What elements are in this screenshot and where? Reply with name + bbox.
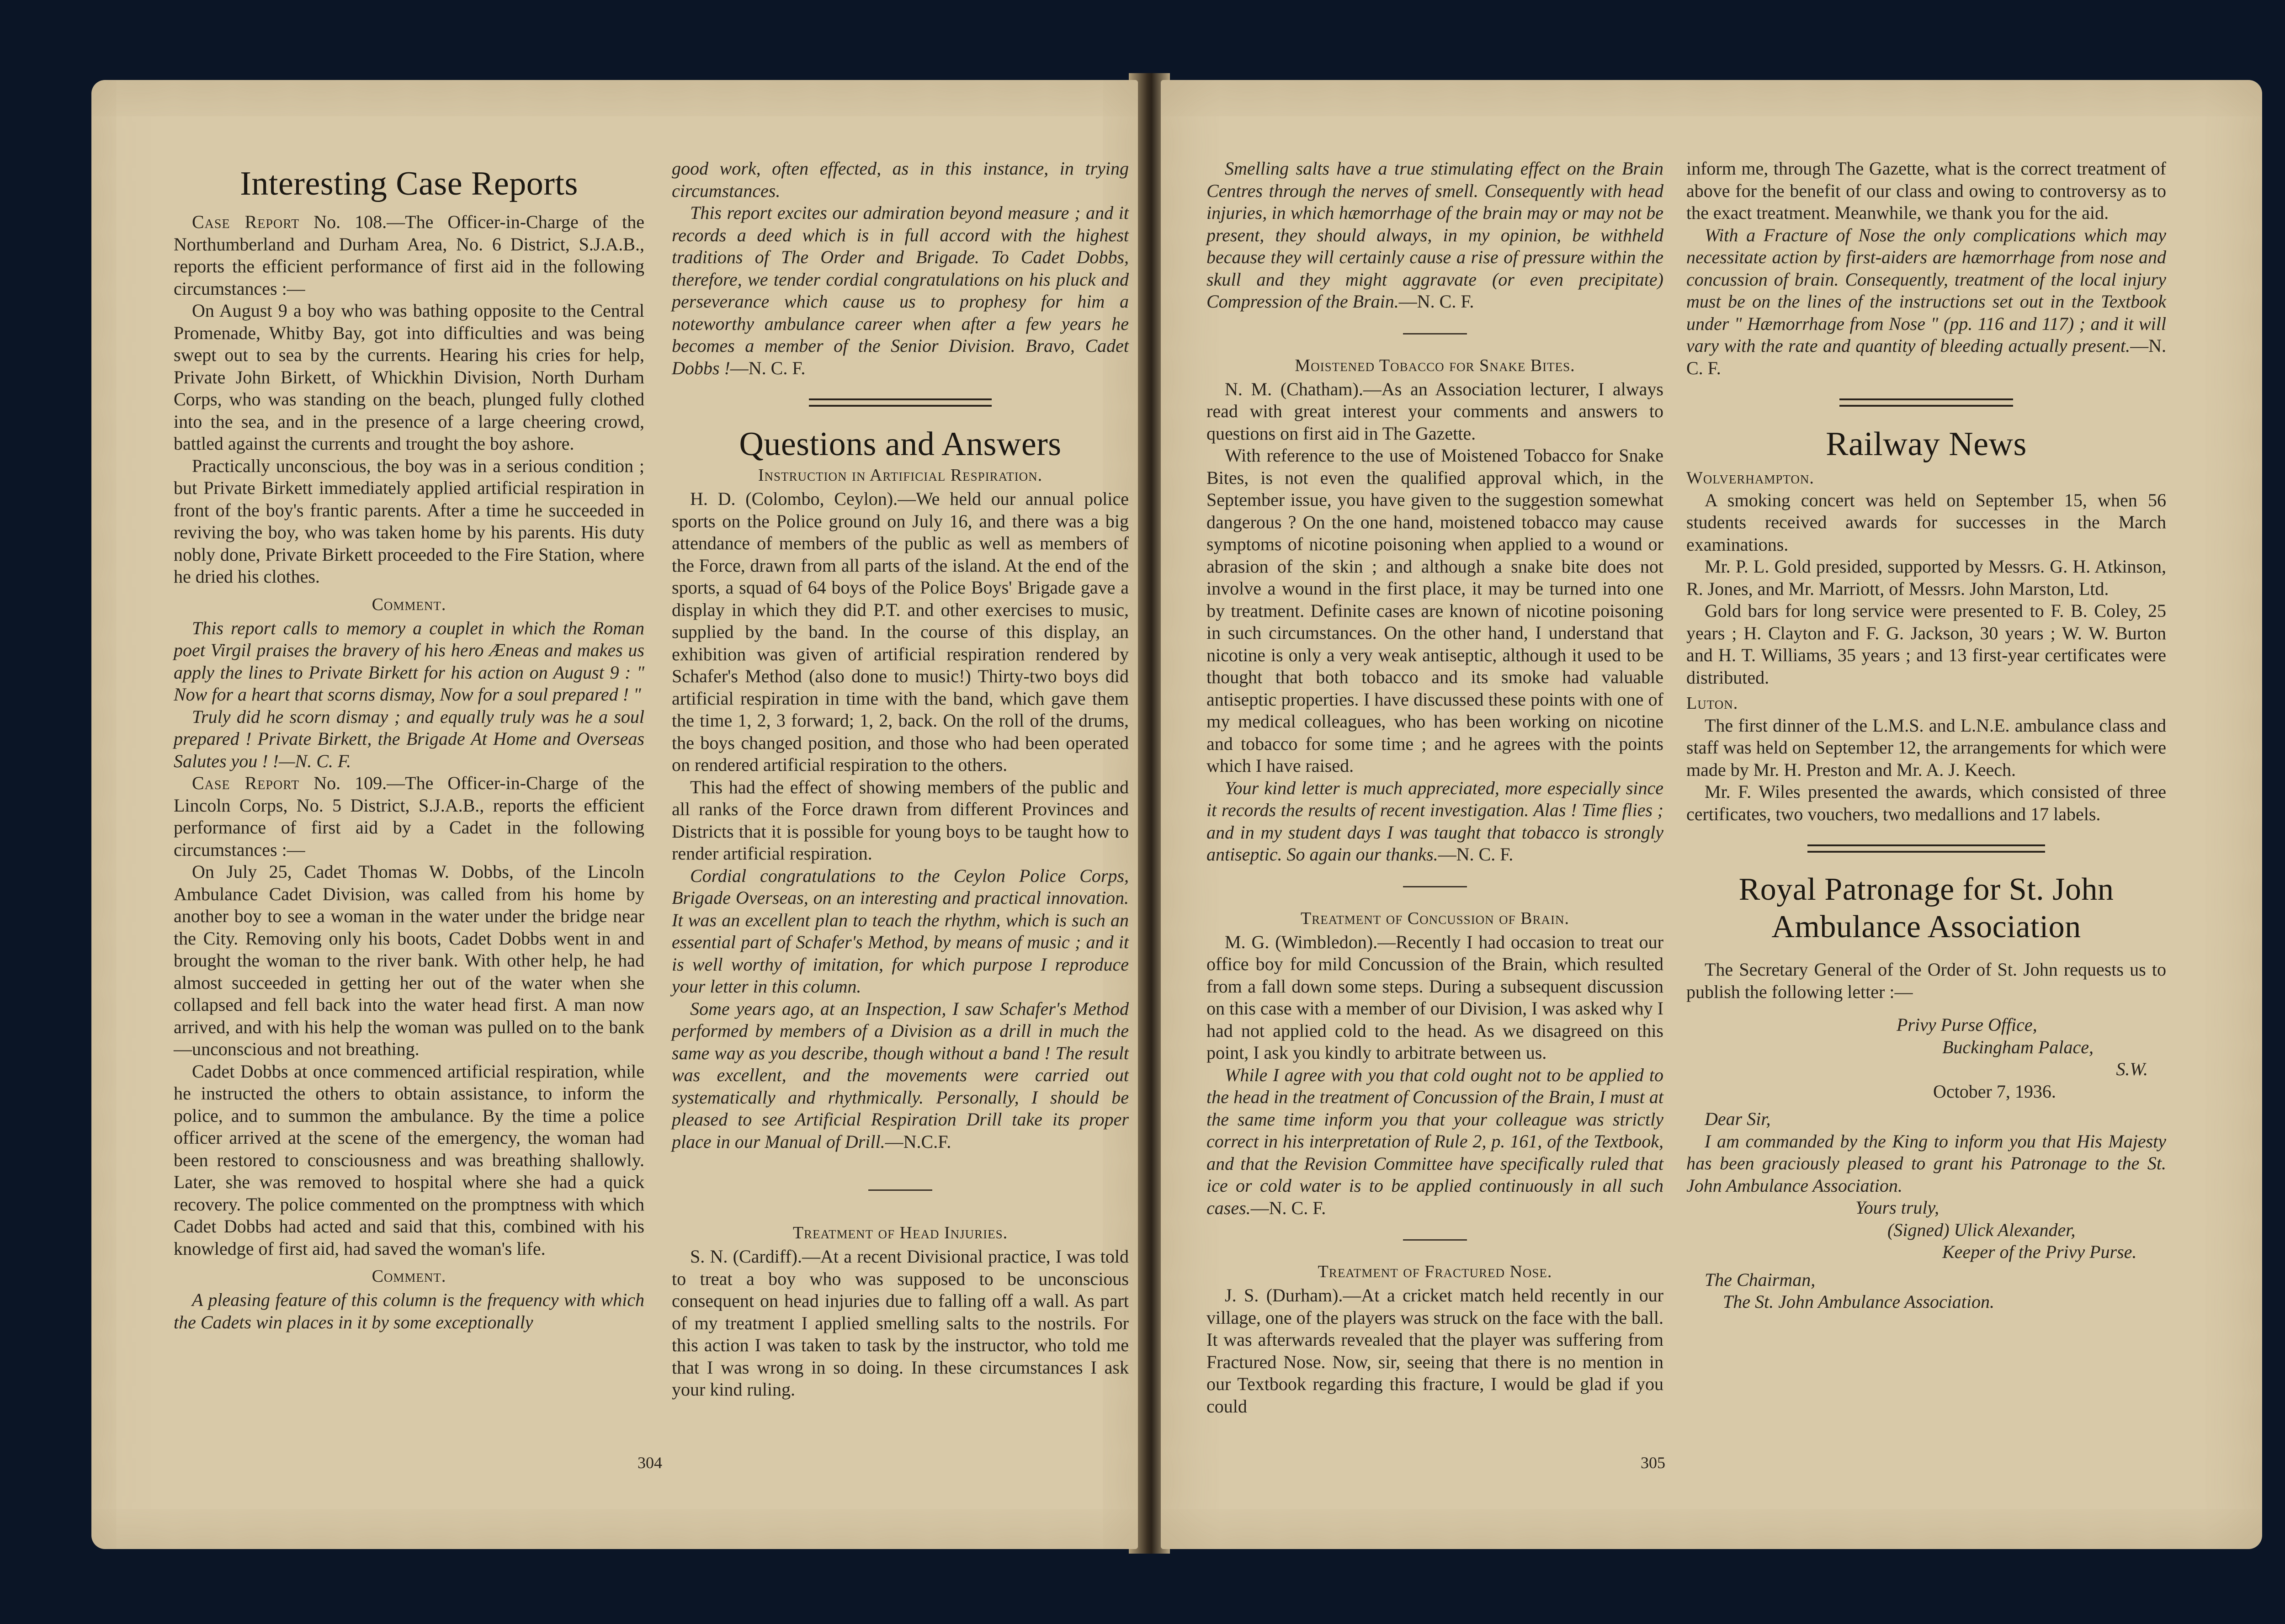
page-number: 305 <box>1641 1454 1665 1472</box>
comment-continued: good work, often effected, as in this instance, in trying circumstances. <box>672 158 1129 201</box>
letter-address: Privy Purse Office, <box>1897 1014 2037 1035</box>
report-109-paragraph: Cadet Dobbs at once commenced artificial respiration, while he instructed the others to obtain assistance, to inform the police, and to summon the ambulance. By the time a police officer arrived at the scene of the emergency, the woman had been restored to consciousness and was breathing shallowly. Later, she was removed to hospital where she had a quick recovery. The police commented on the promptness with which Cadet Dobbs had acted and said that this, combined with his knowledge of first aid, had saved the woman's life. <box>174 1061 644 1259</box>
right-column-2 <box>1686 158 2166 1313</box>
letter-signature: (Signed) Ulick Alexander, <box>1887 1219 2076 1240</box>
royal-patronage-title: Royal Patronage for St. John Ambulance Association <box>1738 872 2114 945</box>
royal-intro: The Secretary General of the Order of St. John requests us to publish the following letter :— <box>1686 959 2166 1002</box>
report-109-intro: Case Report No. 109.—The Officer-in-Charge of the Lincoln Corps, No. 5 District, S.J.A.B., reports the efficient performance of first aid by a Cadet in the following circumstances :— <box>174 773 644 860</box>
question-heading: Treatment of Fractured Nose. <box>1318 1262 1552 1281</box>
letter <box>1686 1014 2166 1313</box>
location-heading: Wolverhampton. <box>1686 468 1814 488</box>
question-heading: Moistened Tobacco for Snake Bites. <box>1295 356 1575 375</box>
comment-paragraph: This report excites our admiration beyond measure ; and it records a deed which is in full accord with the highest traditions of The Order and Brigade. To Cadet Dobbs, therefore, we tender cordial congratulations on his pluck and perseverance which cause us to prophesy for him a noteworthy ambulance career when after a few years he becomes a member of the Senior Division. Bravo, Cadet Dobbs !—N. C. F. <box>672 202 1129 378</box>
case-reports-title: Interesting Case Reports <box>240 165 578 202</box>
question-paragraph: M. G. (Wimbledon).—Recently I had occasion to treat our office boy for mild Concussion of the Brain, which resulted from a fall down some steps. During a subsequent discussion on this case with a member of our Division, I was asked why I had not applied cold to the head. As we disagreed on this point, I ask you kindly to arbitrate between us. <box>1206 931 1663 1063</box>
question-heading: Instruction in Artificial Respiration. <box>758 466 1043 485</box>
railway-news-title: Railway News <box>1826 425 2027 463</box>
question-paragraph: N. M. (Chatham).—As an Association lecturer, I always read with great interest your comments and answers to questions on first aid in The Gazette. <box>1206 378 1663 444</box>
report-108-intro: Case Report No. 108.—The Officer-in-Charge of the Northumberland and Durham Area, No. 6 District, S.J.A.B., reports the efficient performance of first aid in the following circumstances :— <box>174 212 644 299</box>
news-paragraph: Gold bars for long service were presented to F. B. Coley, 25 years ; H. Clayton and F. G. Jackson, 30 years ; W. W. Burton and H. T. Williams, 35 years ; and 13 first-year certificates were distributed. <box>1686 600 2166 688</box>
question-paragraph: H. D. (Colombo, Ceylon).—We held our annual police sports on the Police ground on July 16, and there was a big attendance of members of the public as well as members of the Force, drawn from all parts of the island. At the end of the sports, a squad of 64 boys of the Police Boys' Brigade gave a display in which they did P.T. and other exercises to music, supplied by the band. In the course of this display, an exhibition was given of artificial respiration rendered by Schafer's Method (also done to music!) Thirty-two boys did artificial respiration in time with the band, which gave them the time 1, 2, 3 forward; 1, 2, back. On the roll of the drums, the boys changed position, and those who had been operated on rendered artificial respiration to the others. <box>672 488 1129 775</box>
answer-paragraph: Cordial congratulations to the Ceylon Police Corps, Brigade Overseas, on an interesting and practical innovation. It was an excellent plan to teach the rhythm, which is such an essential part of Schafer's Method, by means of music ; and it is well worthy of imitation, for which purpose I reproduce your letter in this column. <box>672 865 1129 997</box>
report-108-paragraph: On August 9 a boy who was bathing opposite to the Central Promenade, Whitby Bay, got into difficulties and was being swept out to sea by the currents. Hearing his cries for help, Private John Birkett, of Whickhin Division, North Durham Corps, who was standing on the beach, plunged fully clothed into the sea, and in the presence of a large cheering crowd, battled against the currents and trought the boy ashore. <box>174 300 644 454</box>
letter-address: Buckingham Palace, <box>1942 1036 2094 1057</box>
letter-date: October 7, 1936. <box>1933 1081 2056 1102</box>
letter-addressee: The Chairman, <box>1705 1269 1816 1290</box>
section-divider <box>1403 333 1467 334</box>
left-page <box>91 80 1138 1549</box>
letter-closing: Yours truly, <box>1855 1197 1940 1218</box>
section-divider <box>809 398 992 407</box>
section-divider <box>1403 886 1467 887</box>
question-paragraph: S. N. (Cardiff).—At a recent Divisional practice, I was told to treat a boy who was supposed to be unconscious consequent on head injuries due to falling off a wall. As part of my treatment I applied smelling salts to the nostrils. For this action I was taken to task by the instructor, who told me that I was wrong in so doing. In these circumstances I ask your kind ruling. <box>672 1246 1129 1400</box>
comment-paragraph: This report calls to memory a couplet in which the Roman poet Virgil praises the bravery of his hero Æneas and makes us apply the lines to Private Birkett for his action on August 9 : " Now for a heart that scorns dismay, Now for a soul prepared ! " <box>174 617 644 705</box>
answer-paragraph: Your kind letter is much appreciated, more especially since it records the results of recent investigation. Alas ! Time flies ; and in my student days I was taught that tobacco is strongly antiseptic. So again our thanks.—N. C. F. <box>1206 777 1663 865</box>
comment-heading: Comment. <box>372 594 446 614</box>
question-paragraph: J. S. (Durham).—At a cricket match held recently in our village, one of the players was struck on the face with the ball. It was afterwards revealed that the player was suffering from Fractured Nose. Now, sir, seeing that there is no mention in our Textbook regarding this fracture, I would be glad if you could <box>1206 1285 1663 1417</box>
section-divider <box>868 1189 932 1191</box>
question-heading: Treatment of Concussion of Brain. <box>1301 908 1569 928</box>
location-heading: Luton. <box>1686 694 1738 713</box>
left-column-1 <box>174 165 644 1333</box>
news-paragraph: Mr. F. Wiles presented the awards, which consisted of three certificates, two vouchers, two medallions and 17 labels. <box>1686 781 2166 824</box>
answer-paragraph: Some years ago, at an Inspection, I saw Schafer's Method performed by members of a Division as a drill in much the same way as you describe, though without a band ! The result was excellent, and the movements were carried out systematically and rhythmically. Personally, I should be pleased to see Artificial Respiration Drill take its proper place in our Manual of Drill.—N.C.F. <box>672 998 1129 1152</box>
question-heading: Treatment of Head Injuries. <box>792 1223 1008 1242</box>
news-paragraph: Mr. P. L. Gold presided, supported by Messrs. G. H. Atkinson, R. Jones, and Mr. Marriott, of Messrs. John Marston, Ltd. <box>1686 556 2166 599</box>
answer-paragraph: Smelling salts have a true stimulating effect on the Brain Centres through the nerves of smell. Consequently with head injuries, in which hæmorrhage of the brain may or may not be present, they should always, in my opinion, be withheld because they will certainly cause a rise of pressure within the skull and they might aggravate (or even precipitate) Compression of the Brain.—N. C. F. <box>1206 158 1663 312</box>
news-paragraph: A smoking concert was held on September 15, when 56 students received awards for successes in the March examinations. <box>1686 489 2166 555</box>
question-paragraph: With reference to the use of Moistened Tobacco for Snake Bites, is not even the qualified approval which, in the September issue, you have given to the suggestion somewhat dangerous ? On the one hand, moistened tobacco may cause symptoms of nicotine poisoning when applied to a wound or abrasion of the skin ; and although a snake bite does not involve a wound in the first place, it may be turned into one by treatment. Definite cases are known of nicotine poisoning in such circumstances. On the other hand, I understand that nicotine is only a very weak antiseptic, although it used to be thought that both tobacco and its smoke had valuable antiseptic properties. I have discussed these points with one of my medical colleagues, who has been working on nicotine and tobacco for some time ; and he agrees with the points which I have raised. <box>1206 445 1663 776</box>
section-divider <box>1839 398 2013 407</box>
section-divider <box>1807 844 2045 853</box>
left-column-2 <box>672 158 1129 1401</box>
comment-paragraph: Truly did he scorn dismay ; and equally truly was he a soul prepared ! Private Birkett, the Brigade At Home and Overseas Salutes you ! !—N. C. F. <box>174 706 644 771</box>
letter-signer-title: Keeper of the Privy Purse. <box>1942 1242 2137 1262</box>
questions-answers-title: Questions and Answers <box>739 425 1062 463</box>
letter-addressee: The St. John Ambulance Association. <box>1723 1291 1995 1312</box>
letter-salutation: Dear Sir, <box>1705 1109 1771 1129</box>
report-108-paragraph: Practically unconscious, the boy was in a serious condition ; but Private Birkett immediately applied artificial respiration in front of the boy's frantic parents. After a time he succeeded in reviving the boy, who was taken home by his parents. His duty nobly done, Private Birkett proceeded to the Fire Station, where he dried his clothes. <box>174 455 644 587</box>
report-109-paragraph: On July 25, Cadet Thomas W. Dobbs, of the Lincoln Ambulance Cadet Division, was called from his home by another boy to see a woman in the water under the bridge near the City. Removing only his boots, Cadet Dobbs went in and brought the woman to the river bank. With other help, he had almost succeeded in getting her out of the water when she collapsed and fell back into the water head first. A man now arrived, and with his help the woman was pulled on to the bank—unconscious and not breathing. <box>174 861 644 1059</box>
answer-paragraph: With a Fracture of Nose the only complications which may necessitate action by first-aiders are hæmorrhage from nose and concussion of brain. Consequently, treatment of the local injury must be on the lines of the instructions set out in the Textbook under " Hæmorrhage from Nose " (pp. 116 and 117) ; and it will vary with the rate and quantity of bleeding actually present.—N. C. F. <box>1686 224 2166 378</box>
section-divider <box>1403 1239 1467 1241</box>
right-page <box>1161 80 2262 1549</box>
question-continued: inform me, through The Gazette, what is the correct treatment of above for the benefit of our class and owing to controversy as to the exact treatment. Meanwhile, we thank you for the aid. <box>1686 158 2166 223</box>
answer-paragraph: While I agree with you that cold ought not to be applied to the head in the treatment of Concussion of the Brain, I must at the same time inform you that your colleague was strictly correct in his interpretation of Rule 2, p. 161, of the Textbook, and that the Revision Committee have specifically ruled that ice or cold water is to be applied continuously in all such cases.—N. C. F. <box>1206 1064 1663 1218</box>
letter-body: I am commanded by the King to inform you that His Majesty has been graciously pleased to grant his Patronage to the St. John Ambulance Association. <box>1686 1130 2166 1196</box>
news-paragraph: The first dinner of the L.M.S. and L.N.E. ambulance class and staff was held on September 12, the arrangements for which were made by Mr. H. Preston and Mr. A. J. Keech. <box>1686 715 2166 780</box>
page-number: 304 <box>638 1454 662 1472</box>
comment-paragraph: A pleasing feature of this column is the frequency with which the Cadets win places in it by some exceptionally <box>174 1290 644 1332</box>
question-paragraph: This had the effect of showing members of the public and all ranks of the Force drawn from different Provinces and Districts that it is possible for young boys to be taught how to render artificial respiration. <box>672 776 1129 864</box>
letter-address: S.W. <box>2116 1059 2148 1079</box>
comment-heading: Comment. <box>372 1267 446 1286</box>
right-column-1 <box>1206 158 1663 1417</box>
